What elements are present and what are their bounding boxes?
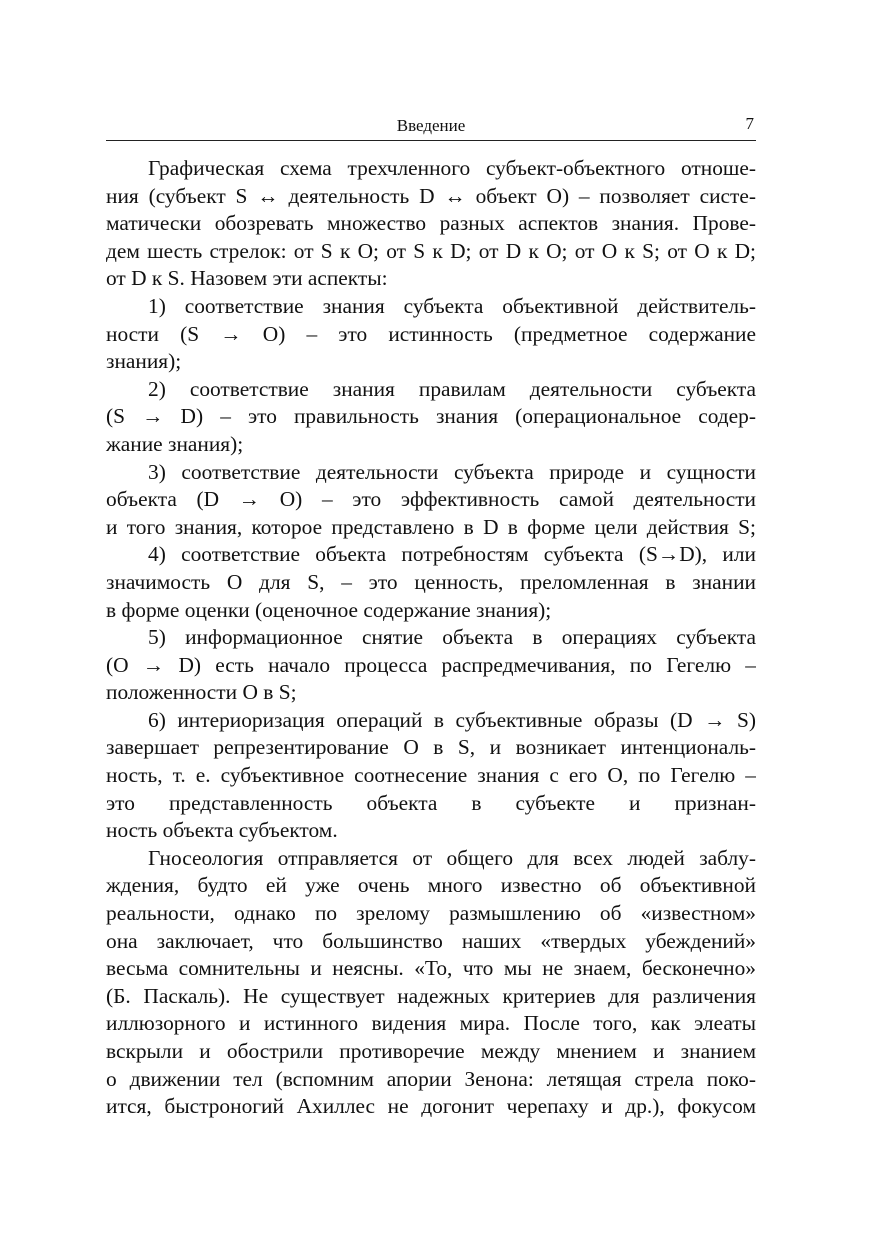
- text-line: матически обозревать множество разных аспектов знания. Прове-: [106, 211, 756, 236]
- paragraph-line: вскрыли и обострили противоречие между мнением и знанием: [106, 1039, 756, 1063]
- list-item-1-line: знания);: [106, 349, 182, 374]
- list-item-4-line: значимость O для S, – это ценность, преломленная в знании: [106, 569, 756, 594]
- paragraph-line: она заключает, что большинство наших «твердых убеждений»: [106, 928, 756, 953]
- body-text: [106, 155, 756, 1121]
- list-item-1-line: 1) соответствие знания субъекта объективной действитель-: [148, 293, 756, 318]
- list-item-2-line: жание знания);: [106, 431, 244, 456]
- paragraph-line: реальности, однако по зрелому размышлению об «известном»: [106, 901, 756, 926]
- paragraph-line: ится, быстроногий Ахиллес не догонит черепаху и др.), фокусом: [106, 1094, 756, 1119]
- list-item-6-line: ность, т. е. субъективное соотнесение знания с его O, по Гегелю –: [106, 763, 756, 788]
- paragraph-line: весьма сомнительны и неясны. «То, что мы не знаем, бесконечно»: [106, 956, 756, 981]
- list-item-5-line: положенности O в S;: [106, 680, 297, 705]
- list-item-1-line: ности (S → O) – это истинность (предметное содержание: [106, 321, 756, 346]
- list-item-6-line: это представленность объекта в субъекте и признан-: [106, 790, 756, 815]
- paragraph-line: (Б. Паскаль). Не существует надежных критериев для различения: [106, 983, 756, 1008]
- list-item-3-line: и того знания, которое представлено в D в форме цели действия S;: [106, 514, 756, 539]
- text-line: дем шесть стрелок: от S к O; от S к D; от D к O; от O к S; от O к D;: [106, 238, 756, 263]
- list-item-2-line: 2) соответствие знания правилам деятельности субъекта: [148, 376, 756, 401]
- paragraph-line: иллюзорного и истинного видения мира. После того, как элеаты: [106, 1011, 756, 1036]
- list-item-6-line: 6) интериоризация операций в субъективные образы (D → S): [148, 707, 756, 732]
- list-item-3-line: 3) соответствие деятельности субъекта природе и сущности: [148, 459, 756, 484]
- list-item-2-line: (S → D) – это правильность знания (операциональное содер-: [106, 404, 756, 429]
- running-title: Введение: [396, 116, 466, 135]
- list-item-6-line: ность объекта субъектом.: [106, 818, 338, 843]
- running-header: [106, 114, 756, 141]
- page-number: 7: [745, 114, 754, 133]
- paragraph-line: ждения, будто ей уже очень много известно об объективной: [106, 873, 756, 898]
- list-item-6-line: завершает репрезентирование O в S, и возникает интенциональ-: [106, 735, 756, 760]
- list-item-3-line: объекта (D → O) – это эффективность самой деятельности: [106, 487, 756, 512]
- list-item-5-line: (O → D) есть начало процесса распредмечивания, по Гегелю –: [106, 652, 756, 677]
- paragraph-line: о движении тел (вспомним апории Зенона: летящая стрела поко-: [106, 1066, 756, 1091]
- text-line: ния (субъект S ↔ деятельность D ↔ объект O) – позволяет систе-: [106, 183, 756, 208]
- text-line: от D к S. Назовем эти аспекты:: [106, 266, 388, 291]
- list-item-4-line: в форме оценки (оценочное содержание знания);: [106, 597, 552, 622]
- text-line: Графическая схема трехчленного субъект-объектного отноше-: [148, 156, 756, 180]
- paragraph-line: Гносеология отправляется от общего для всех людей заблу-: [148, 845, 756, 870]
- list-item-5-line: 5) информационное снятие объекта в операциях субъекта: [148, 625, 756, 650]
- list-item-4-line: 4) соответствие объекта потребностям субъекта (S→D), или: [148, 542, 756, 567]
